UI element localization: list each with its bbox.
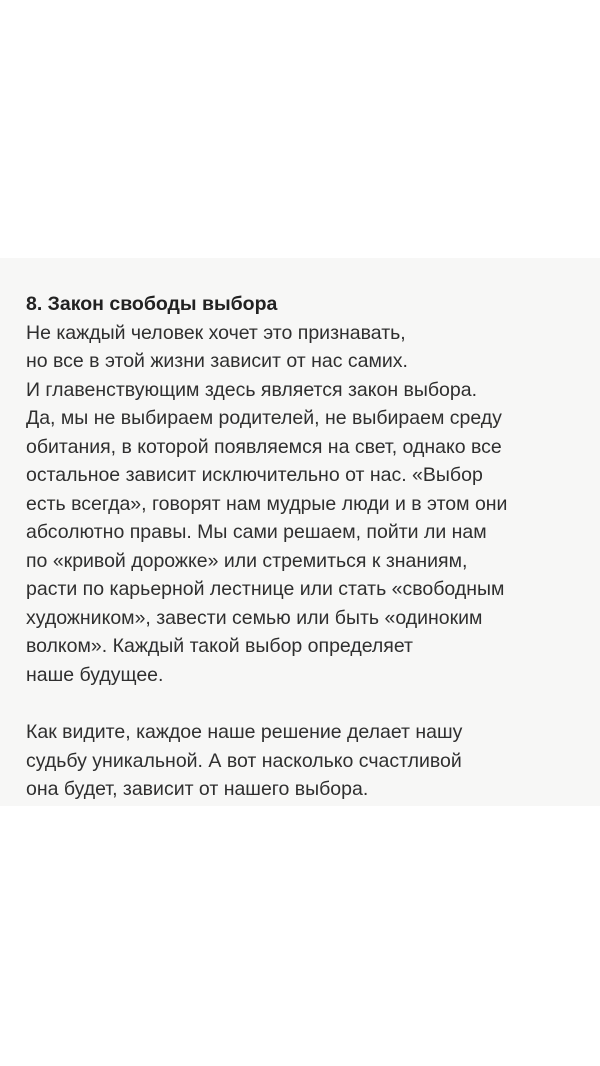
text-line: судьбу уникальной. А вот насколько счастливой: [26, 749, 462, 772]
text-line: обитания, в которой появляемся на свет, однако все: [26, 435, 502, 458]
text-line: Как видите, каждое наше решение делает нашу: [26, 721, 463, 743]
paragraph-spacer: [26, 689, 586, 718]
text-line: расти по карьерной лестнице или стать «свободным: [26, 578, 505, 600]
text-line: есть всегда», говорят нам мудрые люди и в этом они: [26, 492, 508, 515]
text-line: наше будущее.: [26, 663, 164, 686]
paragraph-2: [26, 718, 586, 804]
text-line: по «кривой дорожке» или стремиться к знаниям,: [26, 549, 468, 572]
text-line: Не каждый человек хочет это признавать,: [26, 321, 406, 344]
article: [26, 290, 586, 804]
text-line: волком». Каждый такой выбор определяет: [26, 635, 413, 657]
text-line: остальное зависит исключительно от нас. «Выбор: [26, 464, 483, 486]
text-line: она будет, зависит от нашего выбора.: [26, 778, 369, 800]
paragraph-1: [26, 319, 586, 690]
text-line: И главенствующим здесь является закон выбора.: [26, 378, 478, 401]
text-line: художником», завести семью или быть «одиноким: [26, 606, 483, 629]
section-heading: 8. Закон свободы выбора: [26, 293, 278, 315]
text-line: абсолютно правы. Мы сами решаем, пойти ли нам: [26, 521, 487, 543]
text-line: но все в этой жизни зависит от нас самих.: [26, 350, 408, 372]
text-line: Да, мы не выбираем родителей, не выбираем среду: [26, 407, 502, 429]
